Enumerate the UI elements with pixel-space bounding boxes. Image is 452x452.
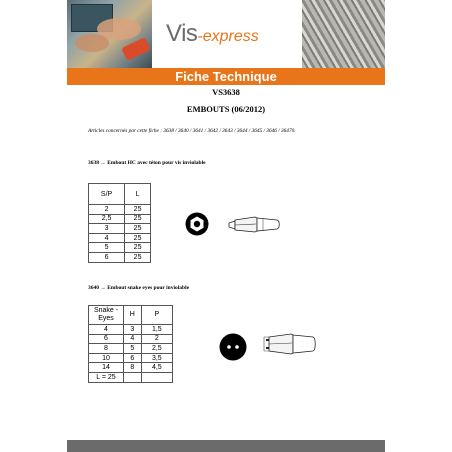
table-row	[89, 363, 173, 373]
table-cell: 2,5	[89, 214, 125, 224]
column-header: L	[125, 184, 151, 205]
workshop-photo	[67, 0, 152, 68]
section-heading-3638: 3638 → Embout HC avec téton pour vis inviolable	[88, 160, 206, 166]
table-footer-row	[89, 372, 173, 382]
document-ref: VS3638	[212, 87, 240, 97]
table-cell: 25	[125, 243, 151, 253]
table-row	[89, 214, 151, 224]
table-cell: 25	[125, 252, 151, 262]
table-row	[89, 353, 173, 363]
table-cell: 14	[89, 363, 124, 373]
table-row	[89, 252, 151, 262]
table-cell: 3,5	[141, 353, 172, 363]
table-row	[89, 233, 151, 243]
table-cell: 6	[124, 353, 142, 363]
table-cell: 3	[89, 224, 125, 234]
table-row	[89, 325, 173, 335]
table-cell: L = 25	[89, 372, 124, 382]
table-cell	[124, 372, 142, 382]
column-header: S/P	[89, 184, 125, 205]
spec-table-3638	[88, 183, 151, 263]
table-cell: 10	[89, 353, 124, 363]
column-header: Snake - Eyes	[89, 306, 124, 325]
snake-eyes-head-icon	[219, 333, 247, 361]
table-cell: 25	[125, 224, 151, 234]
table-row	[89, 344, 173, 354]
header-banner	[67, 0, 385, 68]
table-cell: 6	[89, 334, 124, 344]
table-cell: 1,5	[141, 325, 172, 335]
table-cell: 25	[125, 214, 151, 224]
spec-table-3640	[88, 305, 173, 383]
document-subtitle: EMBOUTS (06/2012)	[186, 104, 266, 114]
table-cell: 5	[124, 344, 142, 354]
table-cell: 3	[124, 325, 142, 335]
section-heading-3640: 3640 → Embout snake eyes pour inviolable	[88, 285, 190, 291]
footer-bar	[67, 440, 385, 452]
articles-note: Articles concernés par cette fiche : 3638 / 3640 / 3641 / 3642 / 3643 / 3644 / 3645 / 3646 / 36470.	[88, 128, 296, 134]
table-cell: 4,5	[141, 363, 172, 373]
logo-area	[152, 0, 302, 68]
hex-tamper-head-icon	[185, 212, 209, 236]
column-header: P	[141, 306, 172, 325]
table-cell: 5	[89, 243, 125, 253]
document-page	[67, 0, 385, 452]
table-cell: 25	[125, 233, 151, 243]
table-cell: 2,5	[141, 344, 172, 354]
snake-eyes-bit-drawing-icon	[263, 328, 319, 360]
table-row	[89, 334, 173, 344]
table-row	[89, 224, 151, 234]
table-row	[89, 243, 151, 253]
hex-bit-drawing-icon	[227, 214, 283, 236]
table-cell: 6	[89, 252, 125, 262]
table-cell: 8	[124, 363, 142, 373]
table-cell: 8	[89, 344, 124, 354]
page-title: Fiche Technique	[67, 68, 385, 85]
table-cell: 2	[89, 205, 125, 215]
table-cell: 4	[124, 334, 142, 344]
table-cell: 2	[141, 334, 172, 344]
column-header: H	[124, 306, 142, 325]
table-cell: 4	[89, 325, 124, 335]
table-cell	[141, 372, 172, 382]
table-row	[89, 205, 151, 215]
screws-photo	[302, 0, 385, 68]
table-cell: 4	[89, 233, 125, 243]
brand-logo: Vis-express	[166, 20, 259, 47]
table-cell: 25	[125, 205, 151, 215]
